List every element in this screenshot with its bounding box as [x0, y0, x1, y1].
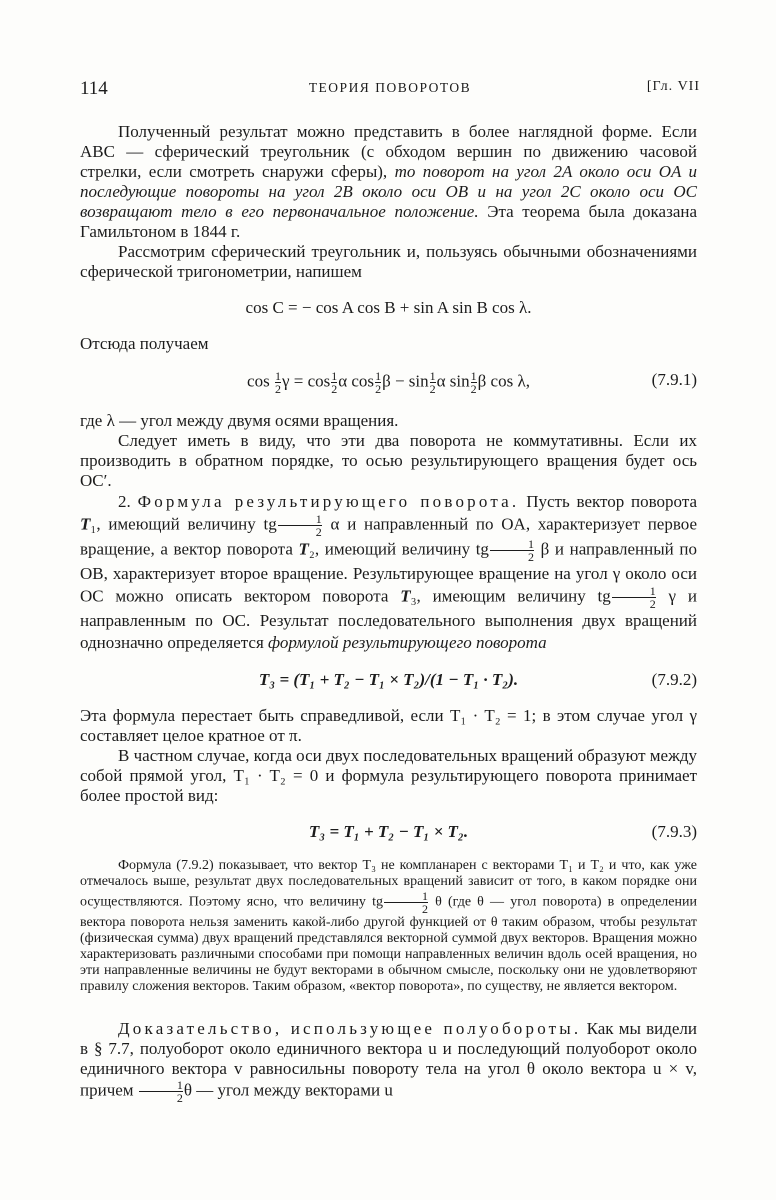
fraction: $\frac{1}{2}$: [139, 1079, 183, 1104]
paragraph-validity: Эта формула перестает быть справедливой, если T₁ · T₂ = 1; в этом случае угол γ составляет целое кратное от π.: [80, 706, 697, 745]
footnote-remark: Формула (7.9.2) показывает, что вектор T₃ не компланарен с векторами T₁ и T₂ и что, как уже отмечалось выше, результат двух последовательных вращений зависит от того, в каком порядке они осуществляются. Поэтому ясно, что величину tg $\frac{1}{2}$ θ (где θ — угол поворота) в определении вектора поворота нельзя заменить какой-либо другой функцией от θ таким образом, чтобы результат (физическая сумма) двух вращений представлялся векторной суммой двух векторов. Вращения можно характеризовать различными способами при помощи направленных величин вдоль осей вращения, но эти направленные величины не будут векторами в обычном смысле, поскольку они не удовлетворяют правилу сложения векторов. Таким образом, «вектор поворота», по существу, не является вектором.: [80, 858, 697, 994]
equation-number: (7.9.2): [651, 670, 697, 689]
paragraph-half-turns: Доказательство, использующее полуобороты. Как мы видели в § 7.7, полуоборот около единичного вектора u и последующий полуоборот около единичного вектора v равносильны повороту тела на угол θ около вектора u × v, причем $\frac{1}{2}$ θ — угол между векторами u: [80, 1019, 698, 1105]
paragraph-non-commutative: Следует иметь в виду, что эти два поворота не коммутативны. Если их производить в обратном порядке, то осью результирующего вращения будет ось OC′.: [80, 431, 697, 490]
section-gap: [80, 995, 697, 1019]
chapter-label: [Гл. VII: [646, 79, 700, 94]
fraction: $\frac{1}{2}$: [331, 369, 338, 396]
paragraph-hamilton-theorem: Полученный результат можно представить в более наглядной форме. Если ABC — сферический треугольник (с обходом вершин по движению часовой стрелки, если смотреть снаружи сферы), то поворот на угол 2A около оси OA и последующие повороты на угол 2B около оси OB и на угол 2C около оси OC возвращают тело в его первоначальное положение. Эта теорема была доказана Гамильтоном в 1844 г.: [80, 122, 698, 241]
equation-number: (7.9.3): [651, 822, 697, 841]
running-title: ТЕОРИЯ ПОВОРОТОВ: [308, 80, 472, 95]
fraction: $\frac{1}{2}$: [470, 369, 477, 396]
paragraph-spherical-triangle: Рассмотрим сферический треугольник и, пользуясь обычными обозначениями сферической тригонометрии, напишем: [80, 242, 697, 281]
text-body: [80, 122, 697, 1104]
equation-7-9-2: T₃ = (T₁ + T₂ − T₁ × T₂)/(1 − T₁ · T₂). (7.9.2): [258, 670, 697, 689]
paragraph-resultant-rotation: 2. Формула результирующего поворота. Пусть вектор поворота T₁, имеющий величину tg $\frac{1}{2}$ α и направленный по OA, характеризует первое вращение, а вектор поворота T₂, имеющий величину tg $\frac{1}{2}$ β и направленный по OB, характеризует второе вращение. Результирующее вращение на угол γ около оси OC можно описать вектором поворота T₃, имеющим величину tg $\frac{1}{2}$ γ и направленным по OC. Результат последовательного выполнения двух вращений однозначно определяется формулой результирующего поворота: [80, 492, 698, 652]
fraction: $\frac{1}{2}$: [384, 890, 428, 915]
fraction: $\frac{1}{2}$: [375, 369, 382, 396]
equation-7-9-1: cos $\frac{1}{2}$ γ = cos $\frac{1}{2}$ α cos $\frac{1}{2}$ β − sin $\frac{1}{2}$ α sin $\frac{1}{2}$ β cos λ, (7.9.1): [247, 369, 697, 396]
fraction: $\frac{1}{2}$: [429, 369, 436, 396]
fraction: $\frac{1}{2}$: [612, 585, 656, 610]
paragraph-hence: Отсюда получаем: [80, 334, 209, 353]
running-header: [80, 78, 700, 102]
paragraph-right-angle: В частном случае, когда оси двух последовательных вращений образуют между собой прямой угол, T₁ · T₂ = 0 и формула результирующего поворота принимает более простой вид:: [80, 746, 697, 805]
equation-number: (7.9.1): [651, 370, 697, 389]
page-number: 114: [80, 78, 108, 99]
fraction: $\frac{1}{2}$: [490, 538, 534, 563]
equation-spherical-cosine: cos C = − cos A cos B + sin A sin B cos λ.: [245, 298, 532, 317]
equation-7-9-3: T₃ = T₁ + T₂ − T₁ × T₂. (7.9.3): [308, 822, 697, 841]
fraction: $\frac{1}{2}$: [274, 369, 281, 396]
paragraph-lambda-definition: где λ — угол между двумя осями вращения.: [80, 411, 399, 430]
fraction: $\frac{1}{2}$: [278, 513, 322, 538]
